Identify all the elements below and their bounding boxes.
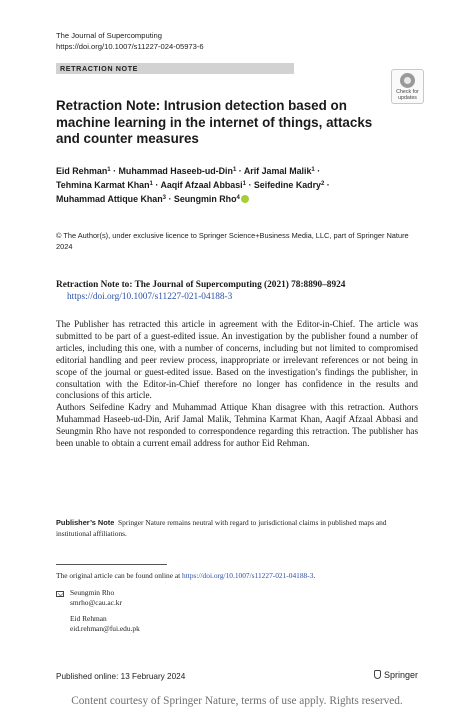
author-separator: ·	[166, 194, 174, 204]
author[interactable]: Seifedine Kadry$^2$	[253, 180, 325, 190]
footnote-divider	[56, 564, 167, 565]
contact-email[interactable]: smrho@cau.ac.kr	[70, 598, 122, 607]
author[interactable]: Tehmina Karmat Khan$^1$	[56, 180, 153, 190]
author[interactable]: Muhammad Haseeb-ud-Din$^1$	[118, 166, 237, 176]
contact-block	[70, 614, 140, 634]
contact-name: Seungmin Rho	[70, 588, 115, 597]
retraction-paragraph: Authors Seifedine Kadry and Muhammad Attique Khan disagree with this retraction. Authors Muhammad Haseeb-ud-Din, Arif Jamal Malik, Tehmina Karmat Khan, Aaqif Afzaal Abbasi and Seungmin Rho have not responded to correspondence regarding this retraction. The publisher has been unable to obtain a current email address for author Eid Rehman.	[56, 402, 418, 449]
badge-line2: updates	[398, 95, 417, 101]
publishers-note-label: Publisher’s Note	[56, 518, 115, 527]
original-article-note	[56, 571, 315, 581]
retraction-heading: Retraction Note to: The Journal of Supercomputing (2021) 78:8890–8924	[56, 280, 346, 290]
author-separator: ·	[110, 166, 119, 176]
author[interactable]: Arif Jamal Malik$^1$	[243, 166, 315, 176]
courtesy-footer: Content courtesy of Springer Nature, terms of use apply. Rights reserved.	[71, 695, 403, 707]
original-note-link[interactable]: https://doi.org/10.1007/s11227-021-04188-3	[182, 571, 314, 580]
original-article-link[interactable]: https://doi.org/10.1007/s11227-021-04188-3	[67, 292, 233, 302]
author-list	[56, 164, 386, 206]
retraction-body	[56, 319, 418, 450]
author-separator: ·	[246, 180, 254, 190]
envelope-icon	[56, 591, 64, 597]
contact-block	[70, 588, 122, 608]
orcid-icon[interactable]	[241, 195, 249, 203]
original-note-text: The original article can be found online at	[56, 571, 183, 580]
author-separator: ·	[236, 166, 244, 176]
springer-label: Springer	[384, 670, 419, 680]
publishers-note-text: Springer Nature remains neutral with regard to jurisdictional claims in published maps and institutional affiliations.	[56, 518, 387, 538]
author-separator: ·	[152, 180, 161, 190]
article-doi[interactable]: https://doi.org/10.1007/s11227-024-05973-6	[56, 41, 204, 51]
article-title: Retraction Note: Intrusion detection based on machine learning in the internet of things, attacks and counter measures	[56, 98, 373, 146]
retraction-paragraph: The Publisher has retracted this article in agreement with the Editor-in-Chief. The article was submitted to be part of a guest-edited issue. An investigation by the publisher found a number of articles, including this one, with a number of concerns, including but not limited to compromised editorial handling and peer review process, inappropriate or irrelevant references or not being in scope of the journal or guest-edited issue. Based on the investigation’s findings the publisher, in consultation with the Editor-in-Chief therefore no longer has confidence in the results and conclusions of this article.	[56, 319, 418, 401]
published-date: Published online: 13 February 2024	[56, 672, 186, 681]
author[interactable]: Muhammad Attique Khan$^3$	[56, 194, 167, 204]
badge-line1: Check for	[396, 89, 419, 95]
author[interactable]: Seungmin Rho$^4$	[173, 194, 240, 204]
copyright-notice: © The Author(s), under exclusive licence to Springer Science+Business Media, LLC, part of Springer Nature 2024	[56, 231, 409, 251]
check-for-updates-icon	[400, 73, 415, 88]
original-note-trail: .	[313, 571, 316, 580]
section-label-bar	[56, 63, 294, 74]
journal-name: The Journal of Supercomputing	[56, 31, 162, 40]
author-separator: ·	[314, 166, 321, 176]
springer-logo	[374, 669, 418, 681]
publishers-note	[56, 518, 418, 539]
springer-horse-icon	[374, 670, 381, 679]
badge-label	[392, 89, 423, 101]
author[interactable]: Eid Rehman$^1$	[56, 166, 111, 176]
contact-name: Eid Rehman	[70, 614, 107, 623]
author-separator: ·	[324, 180, 330, 190]
check-for-updates-badge[interactable]	[391, 69, 424, 104]
section-label: RETRACTION NOTE	[60, 64, 139, 73]
journal-header	[56, 31, 204, 52]
contact-email[interactable]: eid.rehman@fui.edu.pk	[70, 624, 140, 633]
author[interactable]: Aaqif Afzaal Abbasi$^1$	[160, 180, 246, 190]
